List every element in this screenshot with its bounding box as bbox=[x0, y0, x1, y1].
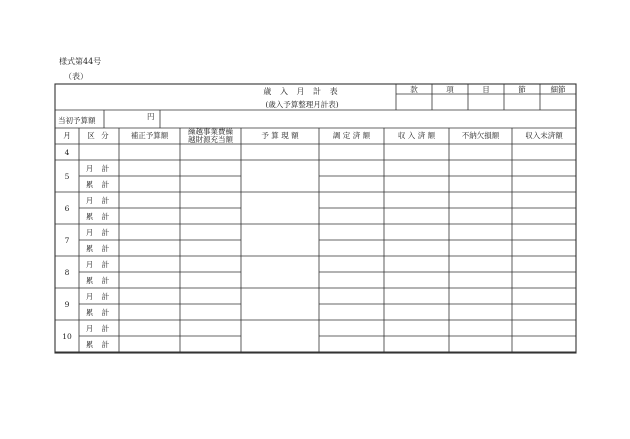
month-8: 8 bbox=[64, 267, 70, 277]
monthly-total-label: 月 計 bbox=[85, 323, 113, 333]
header-uncollected: 収入未済額 bbox=[525, 131, 563, 140]
header-deficit: 不納欠損額 bbox=[461, 131, 500, 140]
monthly-total-label: 月 計 bbox=[85, 227, 113, 237]
month-9: 9 bbox=[64, 299, 70, 309]
month-10: 10 bbox=[62, 331, 72, 341]
code-saisetsu: 細節 bbox=[550, 84, 566, 94]
monthly-total-label: 月 計 bbox=[85, 163, 113, 173]
month-7: 7 bbox=[64, 235, 70, 245]
header-supplementary: 補正予算額 bbox=[130, 131, 169, 140]
initial-budget-yen: 円 bbox=[147, 112, 155, 121]
header-carryover-line1: 繰越事業費繰 bbox=[188, 127, 233, 136]
header-carryover-line2: 越財源充当額 bbox=[188, 135, 233, 144]
header-month: 月 bbox=[63, 131, 71, 140]
header-carryover bbox=[180, 128, 241, 144]
header-current-budget: 予 算 現 額 bbox=[261, 131, 299, 140]
header-collected: 収 入 済 額 bbox=[397, 131, 436, 140]
initial-budget-label: 当初予算額 bbox=[58, 116, 96, 125]
month-5: 5 bbox=[64, 171, 70, 181]
code-moku: 目 bbox=[482, 84, 490, 94]
monthly-total-label: 月 計 bbox=[85, 259, 113, 269]
form-title: 歳 入 月 計 表 bbox=[263, 87, 341, 96]
header-division: 区 分 bbox=[87, 131, 111, 140]
form-number: 様式第44号 bbox=[59, 57, 102, 66]
month-6: 6 bbox=[64, 203, 70, 213]
month-4: 4 bbox=[64, 147, 70, 157]
monthly-total-label: 月 計 bbox=[85, 195, 113, 205]
cumulative-total-label: 累 計 bbox=[85, 179, 113, 189]
cumulative-total-label: 累 計 bbox=[85, 339, 113, 349]
cumulative-total-label: 累 計 bbox=[85, 243, 113, 253]
header-assessed: 調 定 済 額 bbox=[332, 131, 371, 140]
cumulative-total-label: 累 計 bbox=[85, 275, 113, 285]
form-side: （表） bbox=[64, 72, 88, 81]
form-subtitle: (歳入予算整理月計表) bbox=[265, 100, 339, 109]
code-kou: 項 bbox=[446, 84, 454, 94]
monthly-total-label: 月 計 bbox=[85, 291, 113, 301]
cumulative-total-label: 累 計 bbox=[85, 307, 113, 317]
code-setsu: 節 bbox=[518, 84, 526, 94]
code-kan: 款 bbox=[410, 84, 418, 94]
cumulative-total-label: 累 計 bbox=[85, 211, 113, 221]
